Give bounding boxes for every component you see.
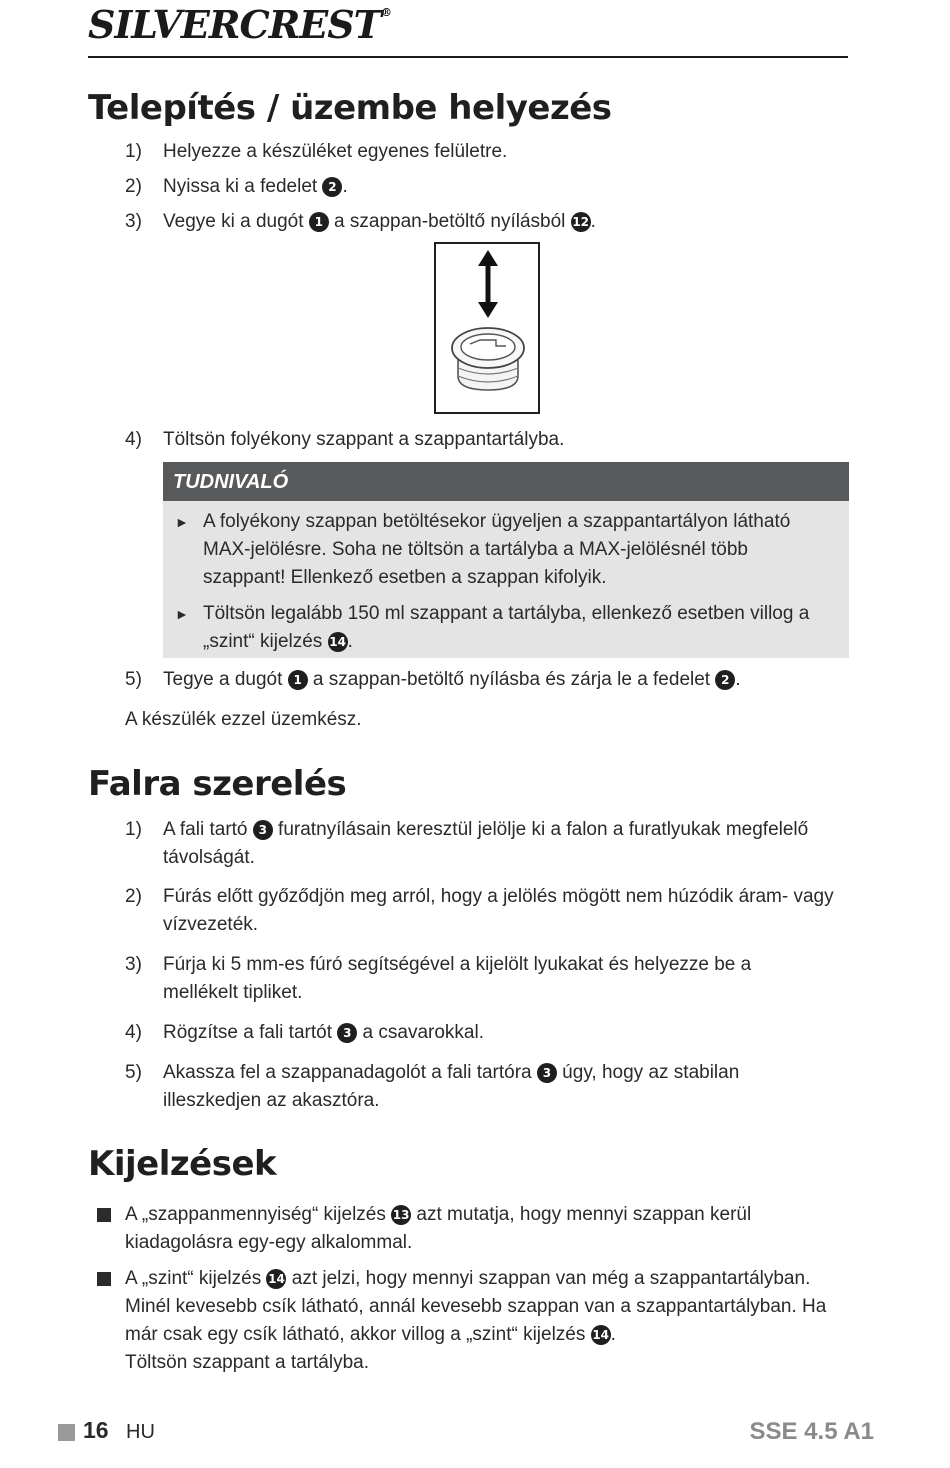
section-title-wall-mounting: Falra szerelés — [88, 764, 347, 804]
ref-badge: 12 — [571, 212, 591, 232]
install-step-5: 5) Tegye a dugót 1 a szappan-betöltő nyílásba és zárja le a fedelet 2 . — [125, 669, 741, 690]
wall-step-3: 3) Fúrja ki 5 mm-es fúró segítségével a kijelölt lyukakat és helyezze be a mellékelt tipliket. — [125, 954, 752, 1003]
note-heading: TUDNIVALÓ — [163, 462, 849, 501]
install-step-1: 1) Helyezze a készüléket egyenes felületre. — [125, 141, 508, 162]
header-rule — [88, 56, 848, 58]
brand-logo: SILVERCREST® — [88, 2, 391, 47]
install-step-4: 4) Töltsön folyékony szappant a szappantartályba. — [125, 429, 565, 450]
display-bullet-1: A „szappanmennyiség“ kijelzés 13 azt mutatja, hogy mennyi szappan kerül kiadagolásra egy-egy alkalommal. — [97, 1201, 857, 1257]
wall-step-2: 2) Fúrás előtt győződjön meg arról, hogy a jelölés mögött nem húzódik áram- vagy vízvezeték. — [125, 886, 834, 935]
page-number: 16 — [83, 1417, 109, 1443]
language-code: HU — [126, 1421, 155, 1443]
ref-badge: 3 — [537, 1063, 557, 1083]
plug-removal-illustration — [434, 242, 540, 414]
install-step-2: 2) Nyissa ki a fedelet 2 . — [125, 176, 348, 197]
section-title-displays: Kijelzések — [88, 1144, 277, 1184]
triangle-right-icon: ► — [175, 514, 189, 530]
ready-text: A készülék ezzel üzemkész. — [125, 709, 362, 730]
display-bullet-2: A „szint“ kijelzés 14 azt jelzi, hogy mennyi szappan van még a szappantartályban. Minél kevesebb csík látható, annál kevesebb szappan van a szappantartályban. Ha már csak egy csík látható, akkor villog a „szint“ kijelzés 14. Töltsön szappant a tartályba. — [97, 1265, 857, 1377]
wall-step-1: 1) A fali tartó 3 furatnyílásain keresztül jelölje ki a falon a furatlyukak megfelelő távolságát. — [125, 819, 809, 868]
footer-square-icon — [58, 1424, 75, 1441]
note-item-1: ► A folyékony szappan betöltésekor ügyeljen a szappantartályon látható MAX-jelölésre. Soha ne töltsön a tartályba a MAX-jelölésnél több szappant! Ellenkező esetben a szappan kifolyik. — [163, 508, 849, 592]
square-bullet-icon — [97, 1208, 111, 1222]
ref-badge: 1 — [309, 212, 329, 232]
ref-badge: 3 — [253, 820, 273, 840]
square-bullet-icon — [97, 1272, 111, 1286]
note-box — [163, 462, 849, 658]
model-number: SSE 4.5 A1 — [749, 1418, 874, 1445]
triangle-right-icon: ► — [175, 606, 189, 622]
ref-badge: 14 — [591, 1325, 611, 1345]
ref-badge: 14 — [328, 632, 348, 652]
registered-mark: ® — [380, 6, 391, 19]
ref-badge: 2 — [715, 670, 735, 690]
ref-badge: 3 — [337, 1023, 357, 1043]
wall-step-5: 5) Akassza fel a szappanadagolót a fali tartóra 3 úgy, hogy az stabilan illeszkedjen az akasztóra. — [125, 1062, 740, 1111]
ref-badge: 2 — [322, 177, 342, 197]
ref-badge: 13 — [391, 1205, 411, 1225]
note-item-2: ► Töltsön legalább 150 ml szappant a tartályba, ellenkező esetben villog a „szint“ kijelzés 14. — [163, 600, 849, 656]
section-title-installation: Telepítés / üzembe helyezés — [88, 88, 612, 128]
plug-icon — [436, 244, 538, 412]
ref-badge: 1 — [288, 670, 308, 690]
ref-badge: 14 — [266, 1269, 286, 1289]
wall-step-4: 4) Rögzítse a fali tartót 3 a csavarokkal. — [125, 1022, 484, 1043]
install-step-3: 3) Vegye ki a dugót 1 a szappan-betöltő nyílásból 12. — [125, 211, 596, 232]
